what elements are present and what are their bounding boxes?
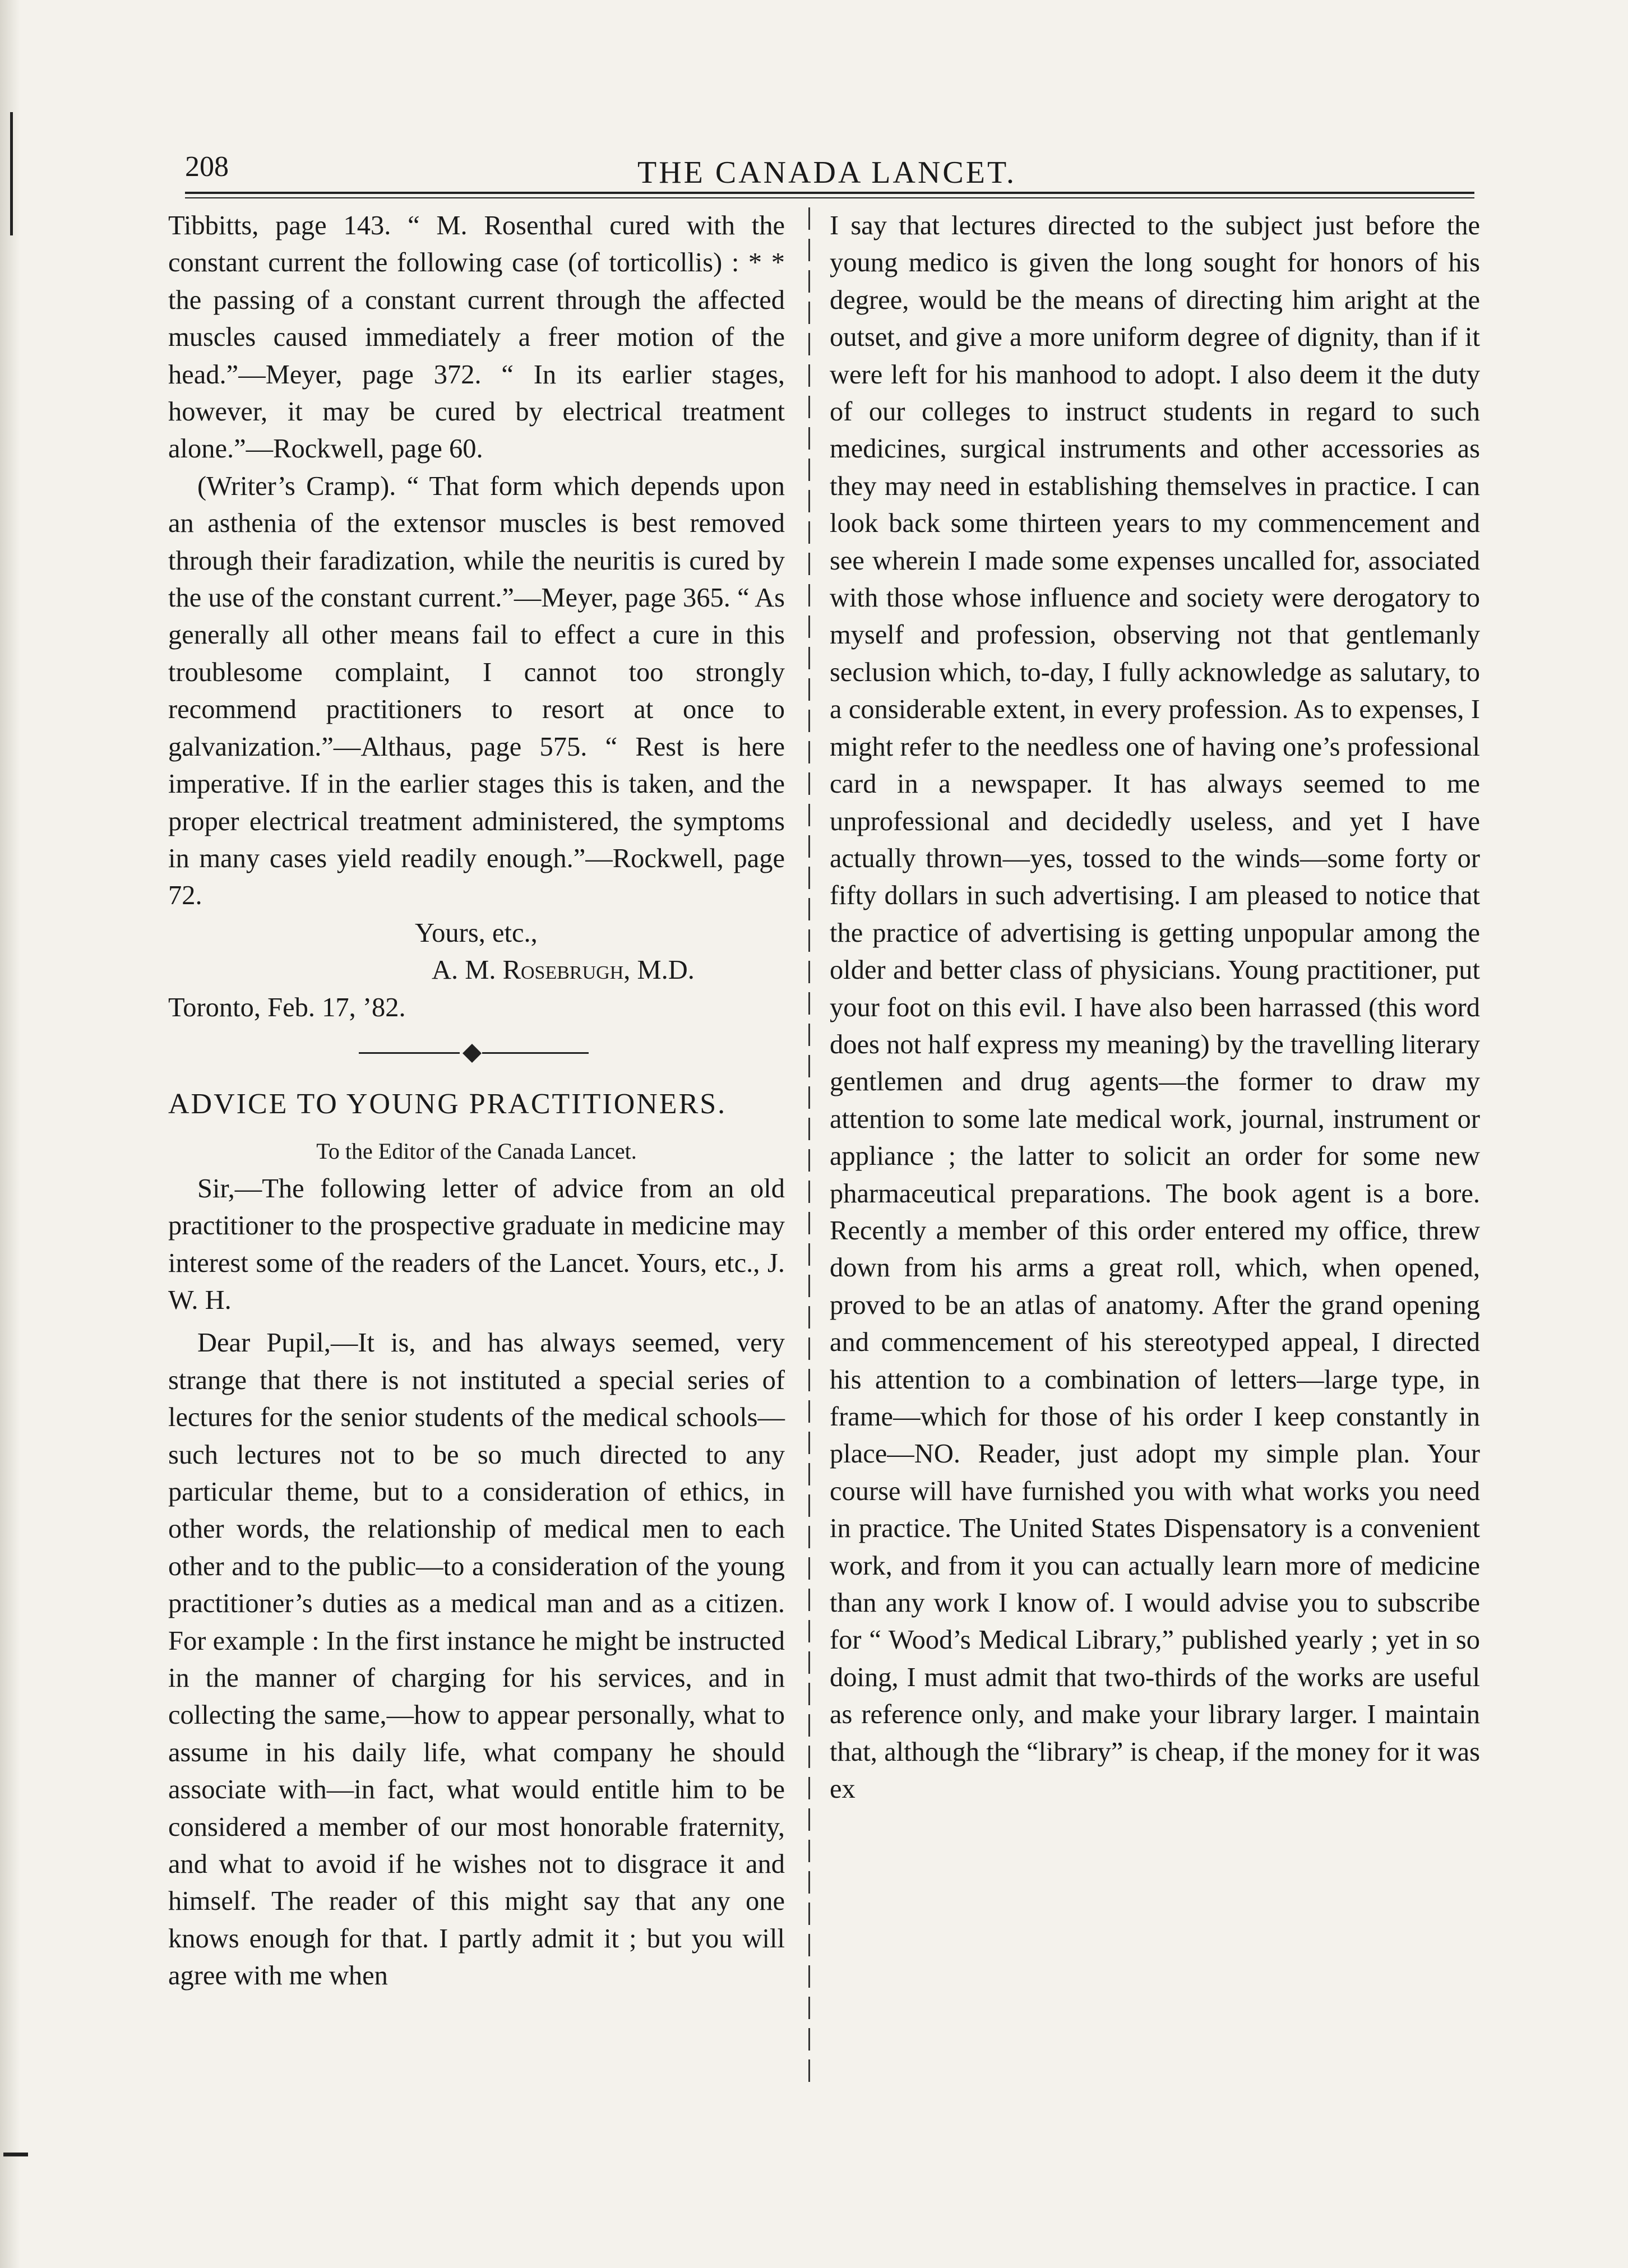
- column-divider: [808, 207, 810, 2085]
- running-head: THE CANADA LANCET.: [637, 155, 1017, 190]
- page-number: 208: [185, 151, 229, 183]
- paragraph: Dear Pupil,—It is, and has always seemed, very strange that there is not instituted a special series of lectures for the senior students of the medical schools—such lectures not to be so much directed to any particular theme, but to a consideration of ethics, in other words, the relationship of medical men to each other and to the public—to a consideration of the young practitioner’s duties as a medical man and as a citizen. For example : In the first instance he might be instructed in the manner of charging for his services, and in collecting the same,—how to appear personally, what to assume in his daily life, what company he should associate with—in fact, what would entitle him to be considered a member of our most honorable fraternity, and what to avoid if he wishes not to disgrace it and himself. The reader of this might say that any one knows enough for that. I partly admit it ; but you will agree with me when: [168, 1328, 785, 1991]
- left-column: [168, 207, 785, 2102]
- section-ornament: [168, 1026, 785, 1080]
- paragraph: I say that lectures directed to the subject just before the young medico is given the long sought for honors of his degree, would be the means of directing him aright at the outset, and give a more uniform degree of dignity, than if it were left for his manhood to adopt. I also deem it the duty of our colleges to instruct students in regard to such medicines, surgical instruments and other accessories as they may need in establishing themselves in practice. I can look back some thirteen years to my commencement and see wherein I made some expenses uncalled for, associated with those whose influence and society were derogatory to myself and profession, observing not that gentlemanly seclusion which, to-day, I fully acknowledge as salutary, to a considerable extent, in every profession. As to expenses, I might refer to the needless one of having one’s professional card in a newspaper. It has always seemed to me unprofessional and decidedly useless, and yet I have actually thrown—yes, tossed to the winds—some forty or fifty dollars in such advertising. I am pleased to notice that the practice of advertising is getting unpopular among the older and better class of physicians. Young practitioner, put your foot on this evil. I have also been harrassed (this word does not half express my meaning) by the travelling literary gentlemen and drug agents—the former to draw my attention to some late medical work, journal, instrument or appliance ; the latter to solicit an order for some new pharmaceutical preparations. The book agent is a bore. Recently a member of this order entered my office, threw down from his arms a great roll, which, when opened, proved to be an atlas of anatomy. After the grand opening and commencement of his stereotyped appeal, I directed his attention to a combination of letters—large type, in frame—which for those of his order I keep constantly in place—NO. Reader, just adopt my simple plan. Your course will have furnished you with what works you need in practice. The United States Dispensatory is a convenient work, and from it you can actually learn more of medicine than any work I know of. I would advise you to subscribe for “ Wood’s Medical Library,” published yearly ; yet in so doing, I must admit that two-thirds of the works are useful as reference only, and make your library larger. I maintain that, although the “library” is cheap, if the money for it was ex: [830, 211, 1480, 1804]
- scan-mark: [3, 2153, 28, 2156]
- header-rule-thin: [185, 197, 1474, 198]
- editor-line: To the Editor of the Canada Lancet.: [316, 1138, 637, 1164]
- article-heading: ADVICE TO YOUNG PRACTITIONERS.: [168, 1087, 727, 1120]
- signature: A. M. Rosebrugh, M.D.: [432, 955, 695, 985]
- scan-mark: [10, 112, 13, 235]
- scan-edge-shadow: [0, 0, 20, 2268]
- closing-line: Yours, etc.,: [415, 918, 538, 948]
- paragraph: Sir,—The following letter of advice from an old practitioner to the prospective graduate in medicine may interest some of the readers of the Lancet. Yours, etc., J. W. H.: [168, 1173, 785, 1315]
- paragraph: (Writer’s Cramp). “ That form which depends upon an asthenia of the extensor muscles is best removed through their faradization, while the neuritis is cured by the use of the constant current.”—Meyer, page 365. “ As generally all other means fail to effect a cure in this troublesome complaint, I cannot too strongly recommend practitioners to resort at once to galvanization.”—Althaus, page 575. “ Rest is here imperative. If in the earlier stages this is taken, and the proper electrical treatment administered, the symptoms in many cases yield readily enough.”—Rockwell, page 72.: [168, 471, 785, 911]
- right-column: [830, 207, 1480, 2102]
- dateline: Toronto, Feb. 17, ’82.: [168, 992, 406, 1022]
- page-header: [185, 147, 1469, 192]
- header-rule: [185, 192, 1474, 194]
- paragraph: Tibbitts, page 143. “ M. Rosenthal cured with the constant current the following case (of torticollis) : * * the passing of a constant current through the affected muscles caused immediately a freer motion of the head.”—Meyer, page 372. “ In its earlier stages, however, it may be cured by electrical treatment alone.”—Rockwell, page 60.: [168, 211, 785, 464]
